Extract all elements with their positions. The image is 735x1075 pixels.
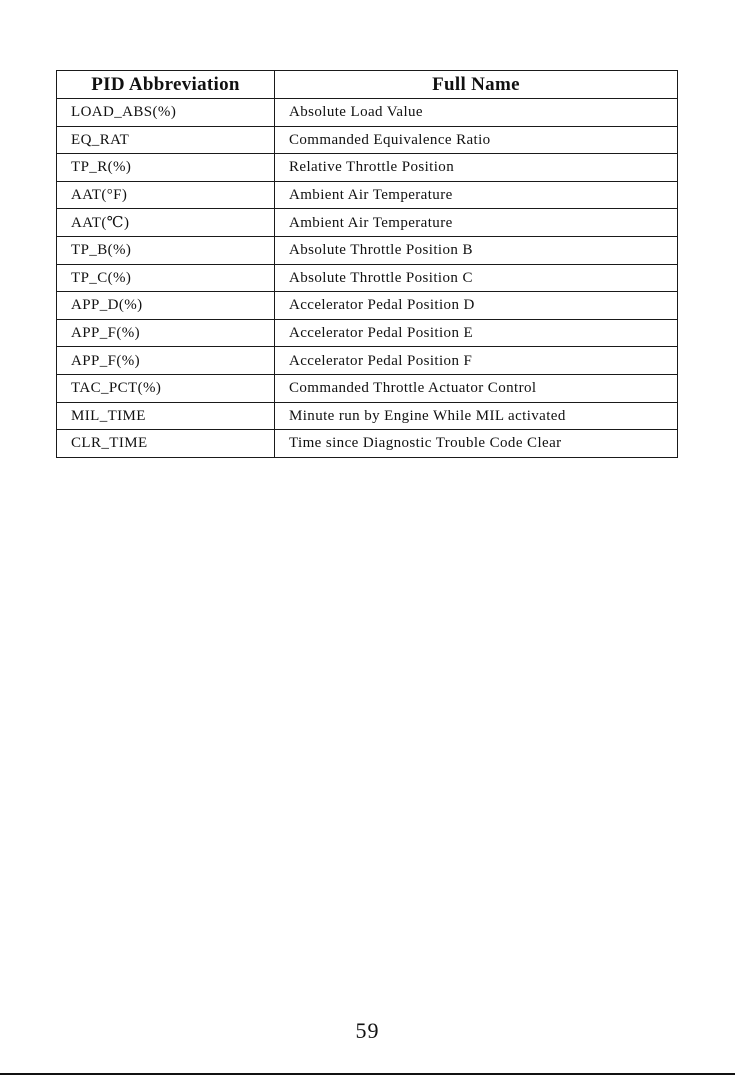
- full-name-cell: Ambient Air Temperature: [275, 209, 678, 237]
- header-row: [57, 71, 678, 99]
- pid-abbreviation-cell: TAC_PCT(%): [57, 374, 275, 402]
- table-header: [57, 71, 678, 99]
- pid-abbreviation-cell: AAT(℃): [57, 209, 275, 237]
- full-name-cell: Ambient Air Temperature: [275, 181, 678, 209]
- table-row: [57, 319, 678, 347]
- pid-table: [56, 70, 678, 458]
- pid-abbreviation-cell: LOAD_ABS(%): [57, 99, 275, 127]
- table-row: [57, 99, 678, 127]
- pid-abbreviation-cell: EQ_RAT: [57, 126, 275, 154]
- full-name-cell: Accelerator Pedal Position F: [275, 347, 678, 375]
- full-name-cell: Relative Throttle Position: [275, 154, 678, 182]
- table-row: [57, 430, 678, 458]
- pid-abbreviation-cell: TP_C(%): [57, 264, 275, 292]
- pid-abbreviation-cell: APP_F(%): [57, 347, 275, 375]
- full-name-cell: Time since Diagnostic Trouble Code Clear: [275, 430, 678, 458]
- pid-abbreviation-cell: TP_B(%): [57, 236, 275, 264]
- table-row: [57, 126, 678, 154]
- full-name-cell: Accelerator Pedal Position E: [275, 319, 678, 347]
- full-name-cell: Absolute Throttle Position C: [275, 264, 678, 292]
- full-name-cell: Accelerator Pedal Position D: [275, 292, 678, 320]
- table-row: [57, 264, 678, 292]
- table-row: [57, 236, 678, 264]
- pid-abbreviation-cell: APP_F(%): [57, 319, 275, 347]
- table-row: [57, 181, 678, 209]
- pid-abbreviation-cell: AAT(°F): [57, 181, 275, 209]
- table-row: [57, 402, 678, 430]
- table-row: [57, 292, 678, 320]
- pid-abbreviation-cell: APP_D(%): [57, 292, 275, 320]
- pid-abbreviation-cell: TP_R(%): [57, 154, 275, 182]
- full-name-cell: Minute run by Engine While MIL activated: [275, 402, 678, 430]
- full-name-cell: Absolute Throttle Position B: [275, 236, 678, 264]
- page-number: 59: [355, 1018, 380, 1043]
- table-row: [57, 154, 678, 182]
- full-name-cell: Commanded Throttle Actuator Control: [275, 374, 678, 402]
- pid-abbreviation-cell: CLR_TIME: [57, 430, 275, 458]
- table-body: [57, 99, 678, 458]
- header-full-name: Full Name: [275, 71, 678, 99]
- table-row: [57, 347, 678, 375]
- header-pid-abbreviation: PID Abbreviation: [57, 71, 275, 99]
- table-row: [57, 209, 678, 237]
- pid-abbreviation-cell: MIL_TIME: [57, 402, 275, 430]
- table-row: [57, 374, 678, 402]
- full-name-cell: Commanded Equivalence Ratio: [275, 126, 678, 154]
- full-name-cell: Absolute Load Value: [275, 99, 678, 127]
